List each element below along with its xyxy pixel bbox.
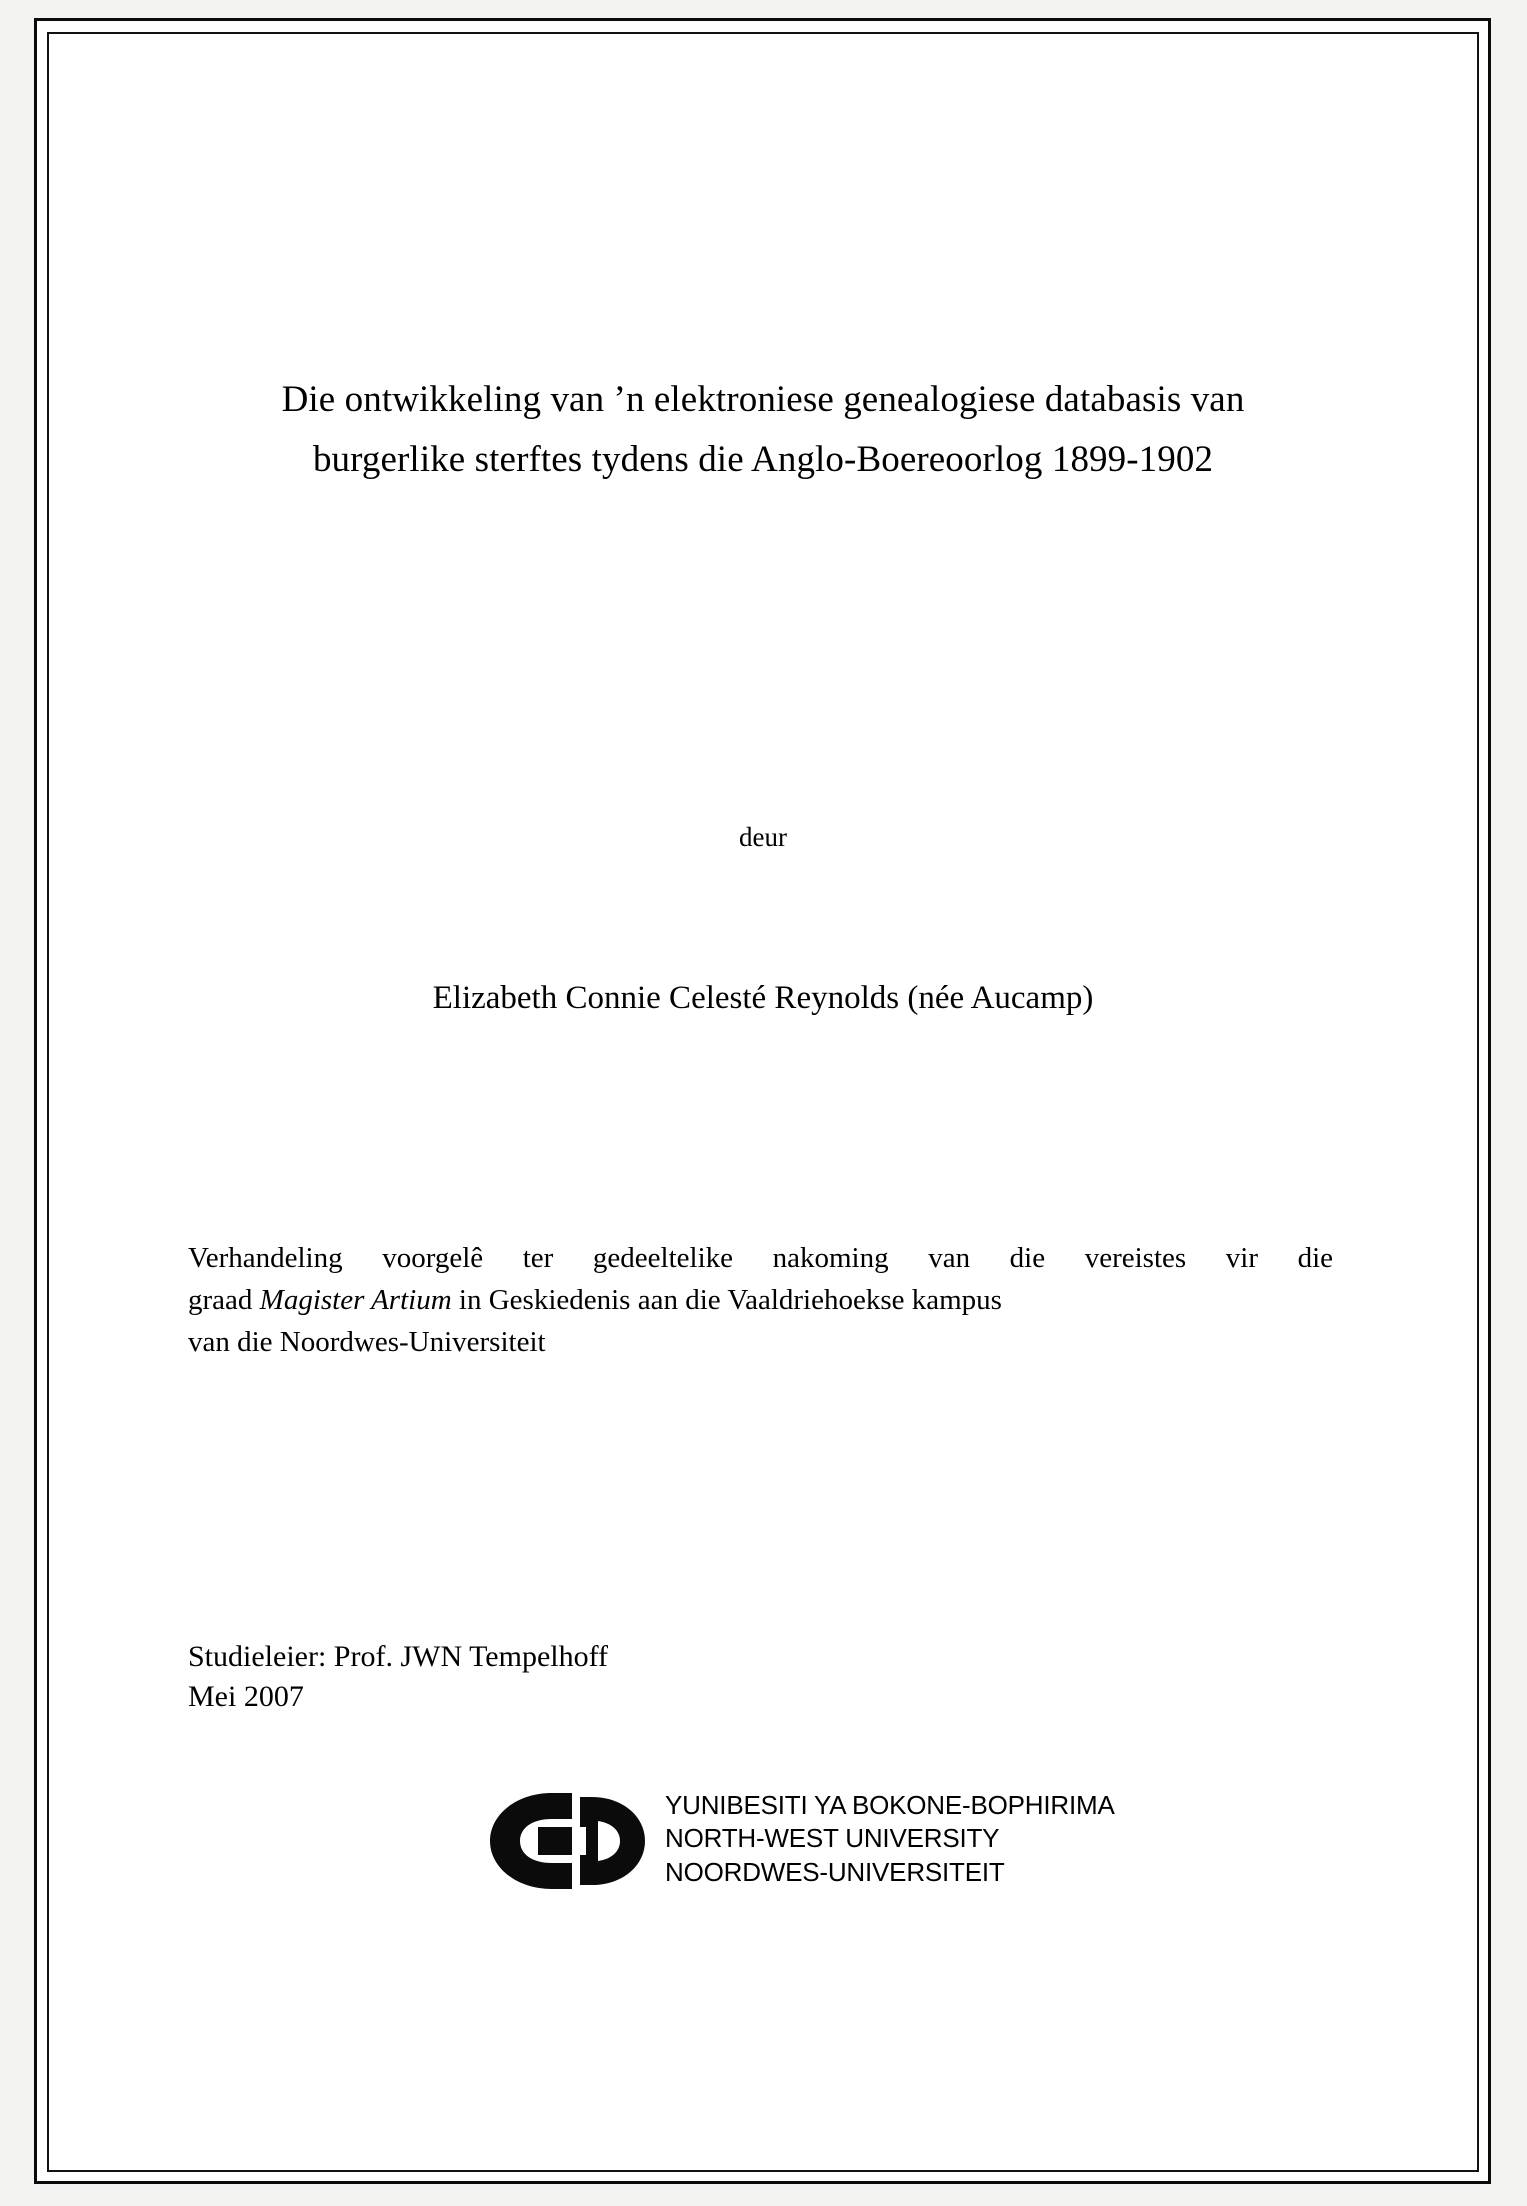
page-title: [183, 370, 1343, 490]
author-name: Elizabeth Connie Celesté Reynolds (née Aucamp): [432, 980, 1094, 1016]
title-line-2: burgerlike sterftes tydens die Anglo-Boereoorlog 1899-1902: [312, 438, 1214, 480]
degree-statement-line-3: van die Noordwes-Universiteit: [188, 1325, 546, 1358]
by-label: deur: [739, 822, 787, 852]
title-page-content: [150, 32, 1375, 2172]
degree-name-italic: Magister Artium: [259, 1283, 452, 1316]
logo-text-line-3: NOORDWES-UNIVERSITEIT: [665, 1856, 1005, 1887]
university-logo: [480, 1785, 1220, 1905]
degree-statement-line-2: [188, 1280, 1333, 1322]
degree-statement: [188, 1238, 1333, 1363]
supervisor-line: Studieleier: Prof. JWN Tempelhoff: [188, 1640, 609, 1673]
degree-statement-line-2-pre: graad: [188, 1283, 260, 1316]
logo-text-line-2: NORTH-WEST UNIVERSITY: [665, 1823, 1000, 1854]
degree-statement-line-2-post: in Geskiedenis aan die Vaaldriehoekse kampus: [451, 1283, 1002, 1316]
north-west-university-logo-icon: [480, 1787, 655, 1895]
degree-statement-line-1: Verhandeling voorgelê ter gedeeltelike nakoming van die vereistes vir die: [188, 1242, 1333, 1274]
date-line: Mei 2007: [188, 1679, 304, 1713]
title-line-1: Die ontwikkeling van ’n elektroniese genealogiese databasis van: [281, 379, 1245, 420]
supervisor-block: [188, 1637, 1188, 1716]
logo-text-line-1: YUNIBESITI YA BOKONE-BOPHIRIMA: [665, 1790, 1115, 1820]
university-logo-text: [665, 1789, 1115, 1889]
